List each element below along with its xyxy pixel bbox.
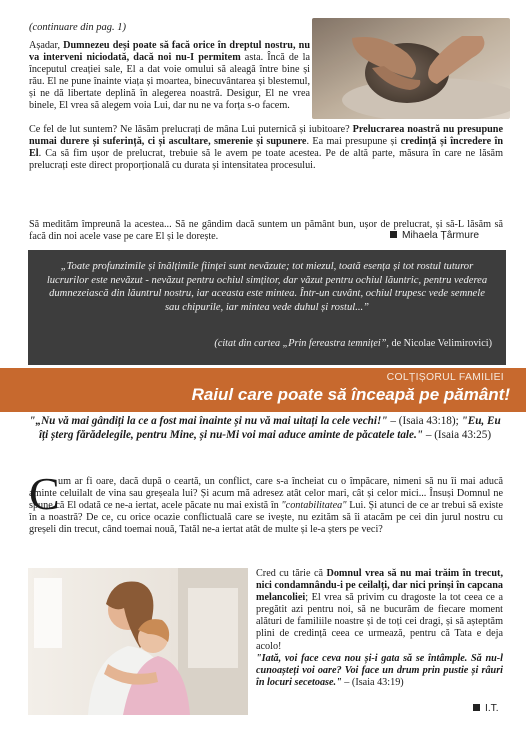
para-text: um ar fi oare, dacă după o ceartă, un conflict, care s-a încheiat cu o împăcare, nimeni să nu îi mai aducă aminte celuilalt de vina sau greșeala lui? Și acum mă adresez atât celor mari, cât și celor mici... Însuși Domnul ne spune că El odată ce ne-a iertat, acele păcate nu mai există în	[29, 476, 503, 512]
family-hug-photo	[28, 568, 248, 715]
para-bold-text: Dumnezeu deși poate să facă orice în dreptul nostru, nu va interveni niciodată, dacă noi nu-I permitem	[29, 40, 310, 64]
para-bold-text: Domnul vrea să nu mai trăim în trecut, nici condamnându-i pe ceilalți, dar nici prinși în capcana melancoliei	[256, 568, 503, 604]
article1-paragraph2	[29, 124, 503, 172]
quote-source-author: de Nicolae Velimirovici)	[388, 338, 492, 349]
para-text: Cred cu tărie că	[256, 568, 327, 579]
drop-cap: C	[29, 468, 60, 519]
para-text: ; El vrea să privim cu dragoste la tot ceea ce a pregătit azi pentru noi, să ne bucurăm de fiecare moment alături de familiile noastre și de toți cei dragi, și să așteptăm plini de credință ceea ce urmează, pentru că Tata e deja acolo!	[256, 592, 503, 652]
article2-paragraph2	[256, 568, 503, 689]
verse-ref-1: – (Isaia 43:18);	[387, 415, 462, 427]
article1-paragraph1	[29, 40, 310, 113]
verse-ref-2: – (Isaia 43:25)	[423, 428, 492, 441]
closing-scripture-quote: "Iată, voi face ceva nou și-i gata să se întâmple. Să nu-l cunoașteți voi oare? Voi face un drum prin pustie și râuri în locuri secetoase."	[256, 652, 503, 688]
continuation-note: (continuare din pag. 1)	[29, 22, 127, 33]
para-italic-text: "contabilitatea"	[281, 500, 347, 512]
quote-source-book: (citat din cartea „Prin fereastra temniței”,	[214, 338, 389, 349]
quote-box	[28, 250, 506, 365]
verse-quote-2: "Eu, Eu îți șterg fărădelegile, pentru Mine, și nu-Mi voi mai aduce aminte de păcatele tale."	[38, 415, 501, 441]
section-title: Raiul care poate să înceapă pe pământ!	[191, 385, 510, 404]
article2-paragraph1	[29, 468, 503, 536]
author-signature-1	[390, 230, 479, 241]
section-banner	[0, 368, 526, 412]
para-text: asta. Încă de la începutul creației sale, El a dat voie omului să aleagă între bine și rău. El ne pune înainte viața și moartea, binecuvântarea și blestemul, și ne dă libertate deplină în alegerea noastră. Desigur, El ne vrea binele, El vrea să alegem voia Lui, dar nu ne va forța s-o facem.	[29, 52, 310, 112]
para-text: Să medităm împreună la acestea... Să ne gândim dacă suntem un pământ bun, ușor de prelucrat, și să-L lăsăm să facă din noi acele vase pe care El și le dorește.	[29, 219, 503, 243]
para-text: . Ea mai presupune și	[306, 136, 401, 148]
closing-scripture-ref: – (Isaia 43:19)	[341, 676, 404, 688]
quote-text: „Toate profunzimile și înălțimile ființei sunt nevăzute; tot miezul, toată esența și tot rostul tuturor lucrurilor este nevăzut - nevăzut pentru ochiul simțitor, dar văzut pentru ochiul lăuntric, pentru vederea dumnezeiască din lăuntrul nostru, iar aceasta este mintea. Într-un cuvânt, ochiul trupesc vede semnele sau chipurile, iar mintea vede duhul și rostul...”	[46, 261, 488, 313]
verse-quote-1: "„Nu vă mai gândiți la ce a fost mai înainte și nu vă mai uitați la cele vechi!"	[29, 415, 388, 427]
para-text: Ce fel de lut suntem? Ne lăsăm prelucrați de mâna Lui puternică și iubitoare?	[29, 124, 353, 135]
signature-text: I.T.	[485, 703, 499, 714]
scripture-verse	[28, 415, 502, 442]
para-bold-text: credință și încredere în El	[29, 136, 504, 160]
para-text: Așadar,	[29, 40, 64, 51]
author-signature-2	[473, 703, 499, 714]
clay-hands-photo	[312, 18, 510, 119]
mother-hugging-child-image	[28, 568, 248, 715]
quote-source	[214, 338, 492, 349]
para-bold-text: Prelucrarea noastră nu presupune numai durere și suferință, ci și ascultare, smerenie și supunere	[29, 124, 503, 148]
section-kicker: COLȚIȘORUL FAMILIEI	[386, 372, 504, 383]
hands-shaping-clay-image	[312, 18, 510, 119]
para-text: . Ca să fim ușor de prelucrat, trebuie să le avem pe toate acestea. Pe de altă parte, măsura în care ne lăsăm prelucrați este direct proporțională cu durata și intensitatea procesului.	[29, 148, 503, 172]
square-bullet-icon	[390, 231, 397, 238]
square-bullet-icon	[473, 704, 480, 711]
para-text: Lui. Și atunci de ce ar trebui să existe în a noastră? De ce, cu orice ocazie conflictuală care se ivește, nu ezităm să îi atacăm pe cei din jurul nostru cu greșeli din trecut, când toemai nouă, Tatăl ne-a iertat atât de multe și le-a șters pe veci?	[29, 500, 503, 536]
signature-text: Mihaela Țârmure	[402, 230, 479, 241]
